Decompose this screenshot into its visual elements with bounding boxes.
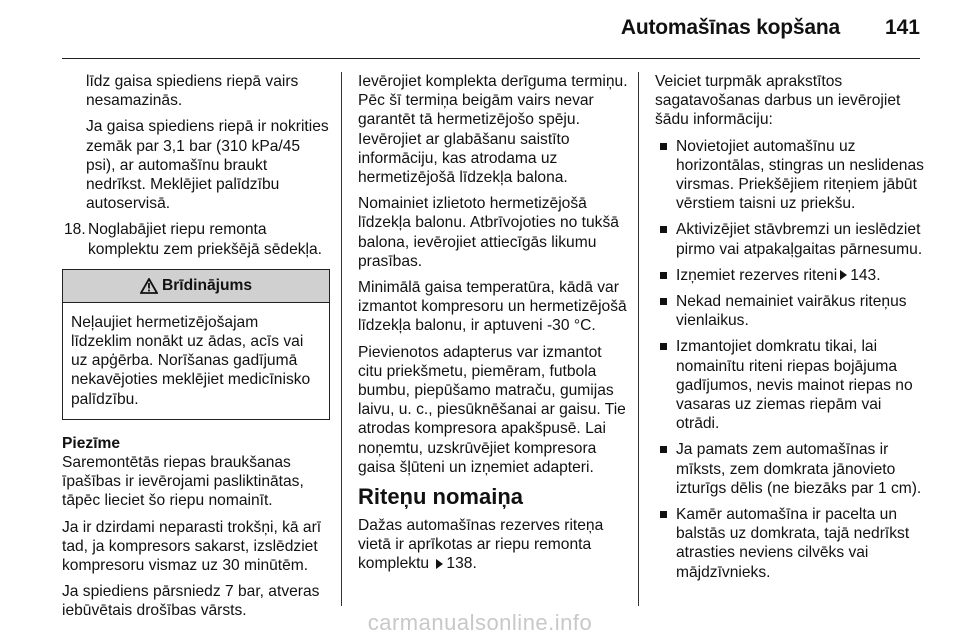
list-item [655, 505, 925, 582]
chapter-title: Automašīnas kopšana [620, 16, 840, 39]
paragraph: Nomainiet izlietoto hermetizējošā līdzekļa balonu. Atbrīvojoties no tukšā balona, ievērojiet attiecīgās likumu prasības. [358, 195, 619, 270]
warning-text: Neļaujiet hermetizējošajam līdzeklim nonākt uz ādas, acīs vai uz apģērba. Norīšanas gadījumā nekavējoties meklējiet medicīnisko palīdzību. [71, 313, 311, 408]
bullet-square-icon [660, 343, 667, 350]
list-item-text: Izmantojiet domkratu tikai, lai nomainītu riteni riepas bojājuma gadījumos, nevis mainot riepas no vasaras uz ziemas riepām vai otrādi. [676, 338, 913, 433]
paragraph: Ja ir dzirdami neparasti trokšņi, kā arī tad, ja kompresors sakarst, izslēdziet kompresoru vismaz uz 30 minūtēm. [62, 518, 322, 575]
paragraph: Ja spiediens pārsniedz 7 bar, atveras iebūvētais drošības vārsts. [62, 583, 320, 620]
page-reference-link[interactable]: 143. [850, 266, 881, 284]
page-number: 141 [884, 16, 920, 39]
step-number: 18. [64, 221, 86, 239]
warning-title: Brīdinājums [161, 277, 253, 295]
bullet-square-icon [660, 226, 667, 233]
bullet-square-icon [660, 298, 667, 305]
list-item-text: Izņemiet rezerves riteni [676, 266, 838, 284]
bullet-list [655, 137, 925, 582]
list-item-text: Aktivizējiet stāvbremzi un ieslēdziet pirmo vai atpakaļgaitas pārnesumu. [676, 221, 923, 258]
warning-triangle-icon [140, 278, 158, 294]
column-2 [358, 72, 628, 581]
list-item-text: Kamēr automašīna ir pacelta un balstās uz domkrata, tajā nedrīkst atrasties neviens cilvēks vai mājdzīvnieks. [676, 506, 910, 581]
warning-box [62, 269, 330, 420]
warning-header [63, 270, 329, 303]
header-rule [62, 58, 920, 59]
list-item [655, 220, 925, 258]
list-item [655, 440, 925, 498]
column-1 [62, 72, 330, 628]
list-item [655, 292, 925, 330]
paragraph: Minimālā gaisa temperatūra, kādā var izmantot kompresoru un hermetizējošā līdzekļa balonu, ir aptuveni -30 °C. [358, 279, 627, 335]
page-reference-link[interactable]: 138. [446, 555, 477, 573]
bullet-square-icon [660, 272, 667, 279]
paragraph: Ievērojiet komplekta derīguma termiņu. Pēc šī termiņa beigām vairs nevar garantēt tā hermetizējošo spēju. Ievērojiet ar glabāšanu saistīto informāciju, kas atrodama uz hermetizējošā līdzekļa balona. [358, 73, 628, 187]
paragraph: Pievienotos adapterus var izmantot citu priekšmetu, piemēram, futbola bumbu, piepūšamo matraču, gumijas laivu, u. c., piesūknēšanai ar gaisu. Tie atrodas kompresora apakšpusē. Lai noņemtu, uzskrūvējiet kompresora gaisa šļūteni un izņemiet adapteri. [358, 343, 626, 476]
bullet-square-icon [660, 511, 667, 518]
page-header [0, 0, 960, 60]
column-divider [341, 72, 342, 606]
list-item [655, 137, 925, 214]
paragraph: līdz gaisa spiediens riepā vairs nesamazinās. [86, 73, 299, 110]
column-divider [638, 72, 639, 606]
page-reference-arrow-icon [436, 559, 443, 569]
bullet-square-icon [660, 446, 667, 453]
note-title: Piezīme [62, 434, 121, 452]
page-reference-arrow-icon [840, 270, 847, 280]
paragraph: Ja gaisa spiediens riepā ir nokrities zemāk par 3,1 bar (310 kPa/45 psi), ar automašīnu braukt nedrīkst. Meklējiet palīdzību autoservisā. [86, 118, 329, 213]
paragraph-text: Dažas automašīnas rezerves riteņa vietā ir aprīkotas ar riepu remonta komplektu [358, 517, 604, 573]
list-item [655, 337, 925, 433]
list-item-text: Ja pamats zem automašīnas ir mīksts, zem domkrata jānovieto izturīgs dēlis (ne biezāks par 1 cm). [676, 441, 922, 497]
column-3 [655, 72, 925, 589]
section-heading: Riteņu nomaiņa [358, 484, 524, 510]
intro-paragraph: Veiciet turpmāk aprakstītos sagatavošanas darbus un ievērojiet šādu informāciju: [655, 73, 901, 129]
numbered-step-18 [62, 220, 330, 258]
step-text: Noglabājiet riepu remonta komplektu zem priekšējā sēdekļa. [88, 221, 323, 258]
list-item [655, 266, 925, 285]
note-text: Saremontētās riepas braukšanas īpašības ir ievērojami pasliktinātas, tāpēc lieciet šo riepu nomainīt. [62, 454, 304, 510]
bullet-square-icon [660, 143, 667, 150]
list-item-text: Nekad nemainiet vairākus riteņus vienlaikus. [676, 293, 907, 330]
paragraph [358, 516, 628, 574]
watermark: carmanualsonline.info [367, 610, 593, 635]
list-item-text: Novietojiet automašīnu uz horizontālas, stingras un neslidenas virsmas. Priekšējiem riteņiem jābūt vērstiem taisni uz priekšu. [676, 137, 924, 213]
